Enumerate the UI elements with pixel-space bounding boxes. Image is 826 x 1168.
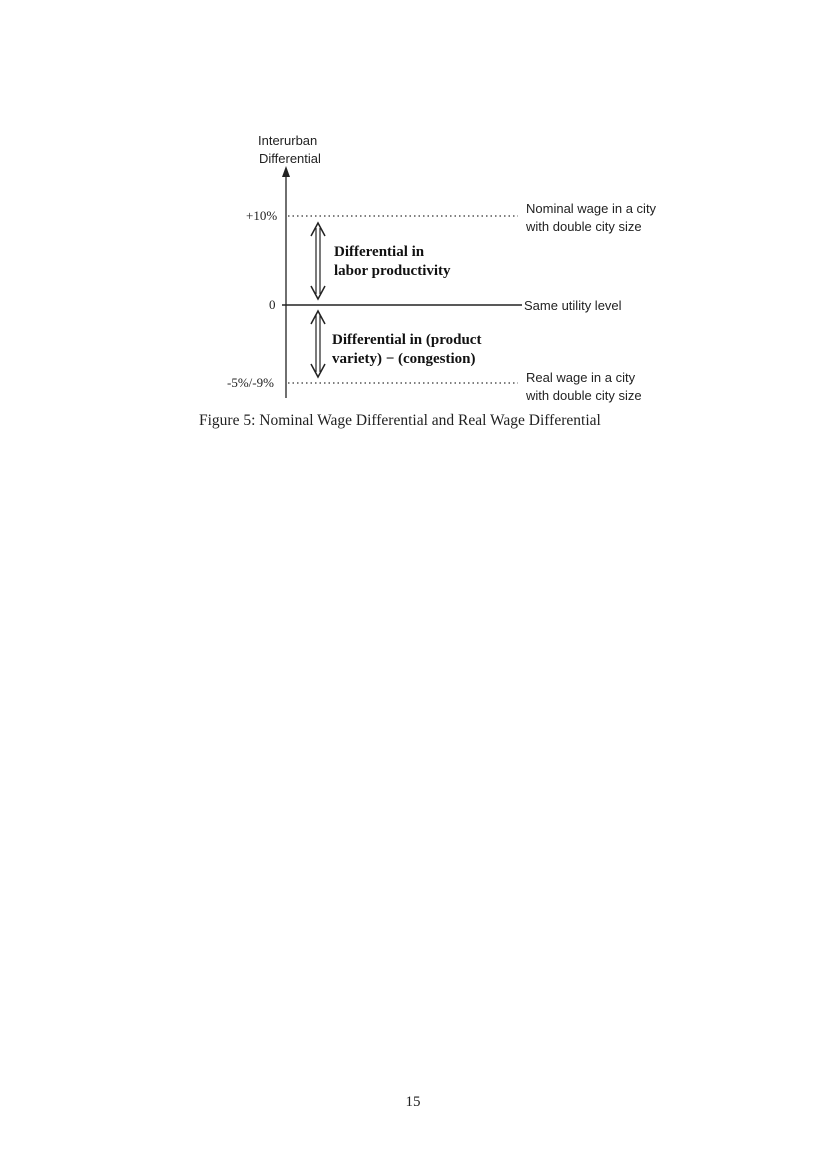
labor-productivity-annotation-line2: labor productivity — [334, 263, 451, 279]
nominal-wage-label-line1: Nominal wage in a city — [526, 201, 657, 216]
real-wage-label-line1: Real wage in a city — [526, 370, 636, 385]
y-axis-title-line1: Interurban — [258, 133, 318, 148]
tick-label-top: +10% — [246, 208, 278, 223]
diagram-graphic — [0, 0, 826, 460]
variety-congestion-annotation-line1: Differential in (product — [332, 332, 482, 348]
y-axis-arrowhead — [282, 166, 290, 177]
labor-productivity-annotation-line1: Differential in — [334, 244, 425, 260]
y-axis-title-line2: Differential — [259, 151, 321, 166]
labor-productivity-arrow — [311, 223, 325, 299]
variety-congestion-arrow — [311, 311, 325, 377]
figure-5 — [0, 0, 826, 460]
figure-caption: Figure 5: Nominal Wage Differential and Real Wage Differential — [199, 412, 601, 429]
page-number: 15 — [405, 1094, 421, 1110]
variety-congestion-annotation-line2: variety) − (congestion) — [332, 351, 476, 367]
real-wage-label-line2: with double city size — [526, 388, 642, 403]
tick-label-zero: 0 — [269, 297, 276, 312]
nominal-wage-label-line2: with double city size — [526, 219, 642, 234]
same-utility-label: Same utility level — [524, 298, 622, 313]
tick-label-bottom: -5%/-9% — [227, 375, 274, 390]
